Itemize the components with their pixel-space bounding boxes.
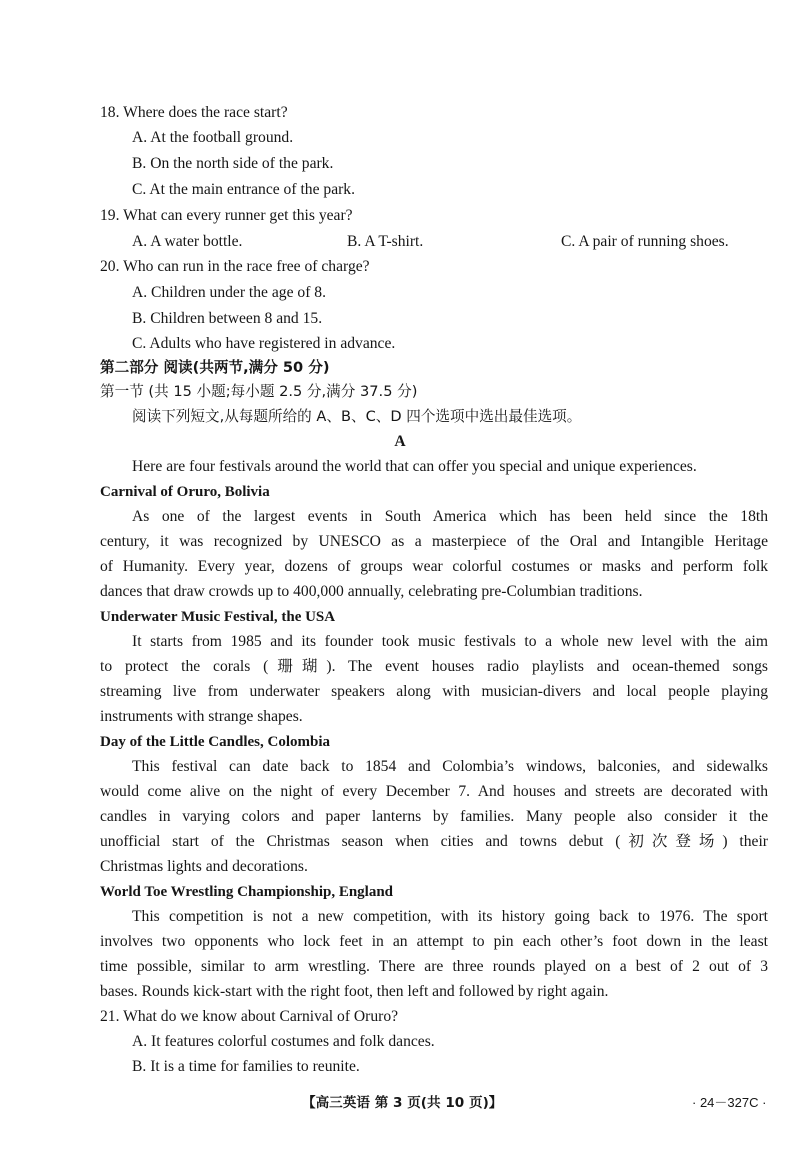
passage-intro: Here are four festivals around the world that can offer you special and unique experiences. [132, 458, 697, 475]
q20-option-a: A. Children under the age of 8. [132, 284, 327, 301]
q18-option-a: A. At the football ground. [132, 129, 294, 146]
paragraph-line: time possible, similar to arm wrestling. There are three rounds played on a best of 2 out of 3 [100, 958, 768, 975]
page-footer-label: 【高三英语 第 3 页(共 10 页)】 [302, 1095, 503, 1111]
paragraph-line: candles in varying colors and paper lanterns by families. Many people also consider it the [100, 808, 768, 825]
section-heading-oruro: Carnival of Oruro, Bolivia [100, 484, 270, 500]
q18-option-c: C. At the main entrance of the park. [132, 181, 356, 198]
q21-option-a: A. It features colorful costumes and folk dances. [132, 1033, 435, 1050]
section1-instruction: 阅读下列短文,从每题所给的 A、B、C、D 四个选项中选出最佳选项。 [132, 408, 582, 425]
paragraph-line: would come alive on the night of every December 7. And houses and streets are decorated with [100, 783, 768, 800]
question-20: 20. Who can run in the race free of charge? [100, 258, 370, 275]
question-18: 18. Where does the race start? [100, 104, 288, 121]
section-heading-underwater: Underwater Music Festival, the USA [100, 609, 336, 625]
paragraph-line: bases. Rounds kick-start with the right foot, then left and followed by right again. [100, 983, 609, 1000]
section-heading-toe-wrestling: World Toe Wrestling Championship, England [100, 884, 394, 900]
q19-option-c: C. A pair of running shoes. [561, 233, 729, 250]
part2-title: 第二部分 阅读(共两节,满分 50 分) [100, 359, 330, 376]
paragraph-line: This competition is not a new competition, with its history going back to 1976. The sport [132, 908, 768, 925]
q19-option-a: A. A water bottle. [132, 233, 243, 250]
question-19: 19. What can every runner get this year? [100, 207, 353, 224]
q20-option-c: C. Adults who have registered in advance. [132, 335, 396, 352]
q19-option-b: B. A T-shirt. [347, 233, 424, 250]
paragraph-line: of Humanity. Every year, dozens of groups wear colorful costumes or masks and perform folk [100, 558, 768, 575]
paragraph-line: As one of the largest events in South America which has been held since the 18th [132, 508, 768, 525]
paragraph-line: It starts from 1985 and its founder took music festivals to a whole new level with the aim [132, 633, 768, 650]
passage-letter: A [394, 433, 406, 450]
paragraph-line: unofficial start of the Christmas season when cities and towns debut (初次登场) their [100, 833, 768, 850]
paragraph-line: streaming live from underwater speakers along with musician-divers and local people playing [100, 683, 768, 700]
paragraph-line: Christmas lights and decorations. [100, 858, 308, 875]
paragraph-line: to protect the corals (珊瑚). The event houses radio playlists and ocean-themed songs [100, 658, 768, 675]
q18-option-b: B. On the north side of the park. [132, 155, 334, 172]
q20-option-b: B. Children between 8 and 15. [132, 310, 323, 327]
paragraph-line: This festival can date back to 1854 and Colombia’s windows, balconies, and sidewalks [132, 758, 768, 775]
section1-title: 第一节 (共 15 小题;每小题 2.5 分,满分 37.5 分) [100, 383, 418, 400]
q21-option-b: B. It is a time for families to reunite. [132, 1058, 360, 1075]
paragraph-line: involves two opponents who lock feet in an attempt to pin each other’s foot down in the least [100, 933, 768, 950]
question-21: 21. What do we know about Carnival of Oruro? [100, 1008, 399, 1025]
exam-code: · 24－327C · [692, 1095, 767, 1110]
section-heading-candles: Day of the Little Candles, Colombia [100, 734, 330, 750]
paragraph-line: dances that draw crowds up to 400,000 annually, celebrating pre-Columbian traditions. [100, 583, 643, 600]
paragraph-line: century, it was recognized by UNESCO as a masterpiece of the Oral and Intangible Heritage [100, 533, 768, 550]
paragraph-line: instruments with strange shapes. [100, 708, 303, 725]
